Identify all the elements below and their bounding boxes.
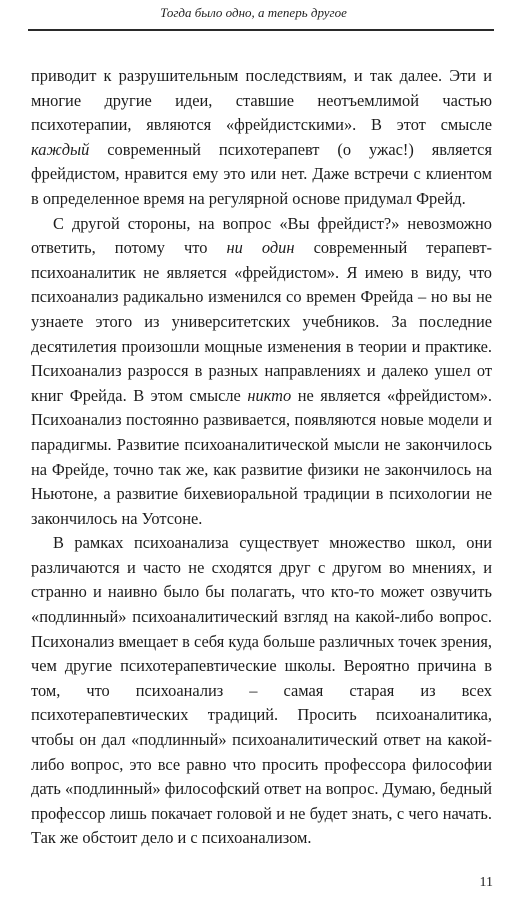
header-rule <box>28 29 494 31</box>
paragraph <box>31 64 492 212</box>
emphasis-text: никто <box>247 385 292 405</box>
text-run: приводит к разрушительным последствиям, и так далее. Эти и многие другие идеи, ставшие неотъемлимой частью психотерапии, являются «фрейдистскими». В этот смысле <box>31 66 492 135</box>
emphasis-text: ни один <box>226 238 295 258</box>
text-run: современный психотерапевт (о ужас!) является фрейдистом, нравится ему это или нет. Даже встречи с клиентом в определенное время на регулярной основе придумал Фрейд. <box>31 139 492 208</box>
text-run: не является «фрейдистом». Психоанализ постоянно развивается, появляются новые модели и парадигмы. Развитие психоаналитической мысли не закончилось на Фрейде, точно так же, как развитие физики не закончилось на Ньютоне, а развитие бихевиоральной традиции в психологии не закончилось на Уотсоне. <box>31 385 492 528</box>
running-head: Тогда было одно, а теперь другое <box>160 5 347 20</box>
page-number: 11 <box>479 875 493 890</box>
text-run: современный терапевт-психоаналитик не является «фрейдистом». Я имею в виду, что психоанализ радикально изменился со времен Фрейда – но вы не узнаете этого из университетских учебников. За последние десятилетия произошли мощные изменения в теории и практике. Психоанализ разросся в разных направлениях и далеко ушел от книг Фрейда. В этом смысле <box>31 238 492 405</box>
body-text <box>31 64 492 851</box>
paragraph <box>31 531 492 851</box>
emphasis-text: каждый <box>31 139 90 159</box>
text-run: С другой стороны, на вопрос «Вы фрейдист?» невозможно ответить, потому что <box>31 213 492 258</box>
text-run: В рамках психоанализа существует множество школ, они различаются и часто не сходятся друг с другом во мнениях, и странно и наивно было бы полагать, что кто-то может озвучить «подлинный» психоаналитический взгляд на какой-либо вопрос. Психонализ вмещает в себя куда больше различных точек зрения, чем другие психотерапевтические школы. Вероятно причина в том, что психоанализ – самая старая из всех психотерапевтических традиций. Просить психоаналитика, чтобы он дал «подлинный» психоаналитический ответ на какой-либо вопрос, это все равно что просить профессора философии дать «подлинный» философский ответ на вопрос. Думаю, бедный профессор лишь покачает головой и не будет знать, с чего начать. Так же обстоит дело и с психоанализом. <box>31 533 492 848</box>
paragraph <box>31 212 492 532</box>
